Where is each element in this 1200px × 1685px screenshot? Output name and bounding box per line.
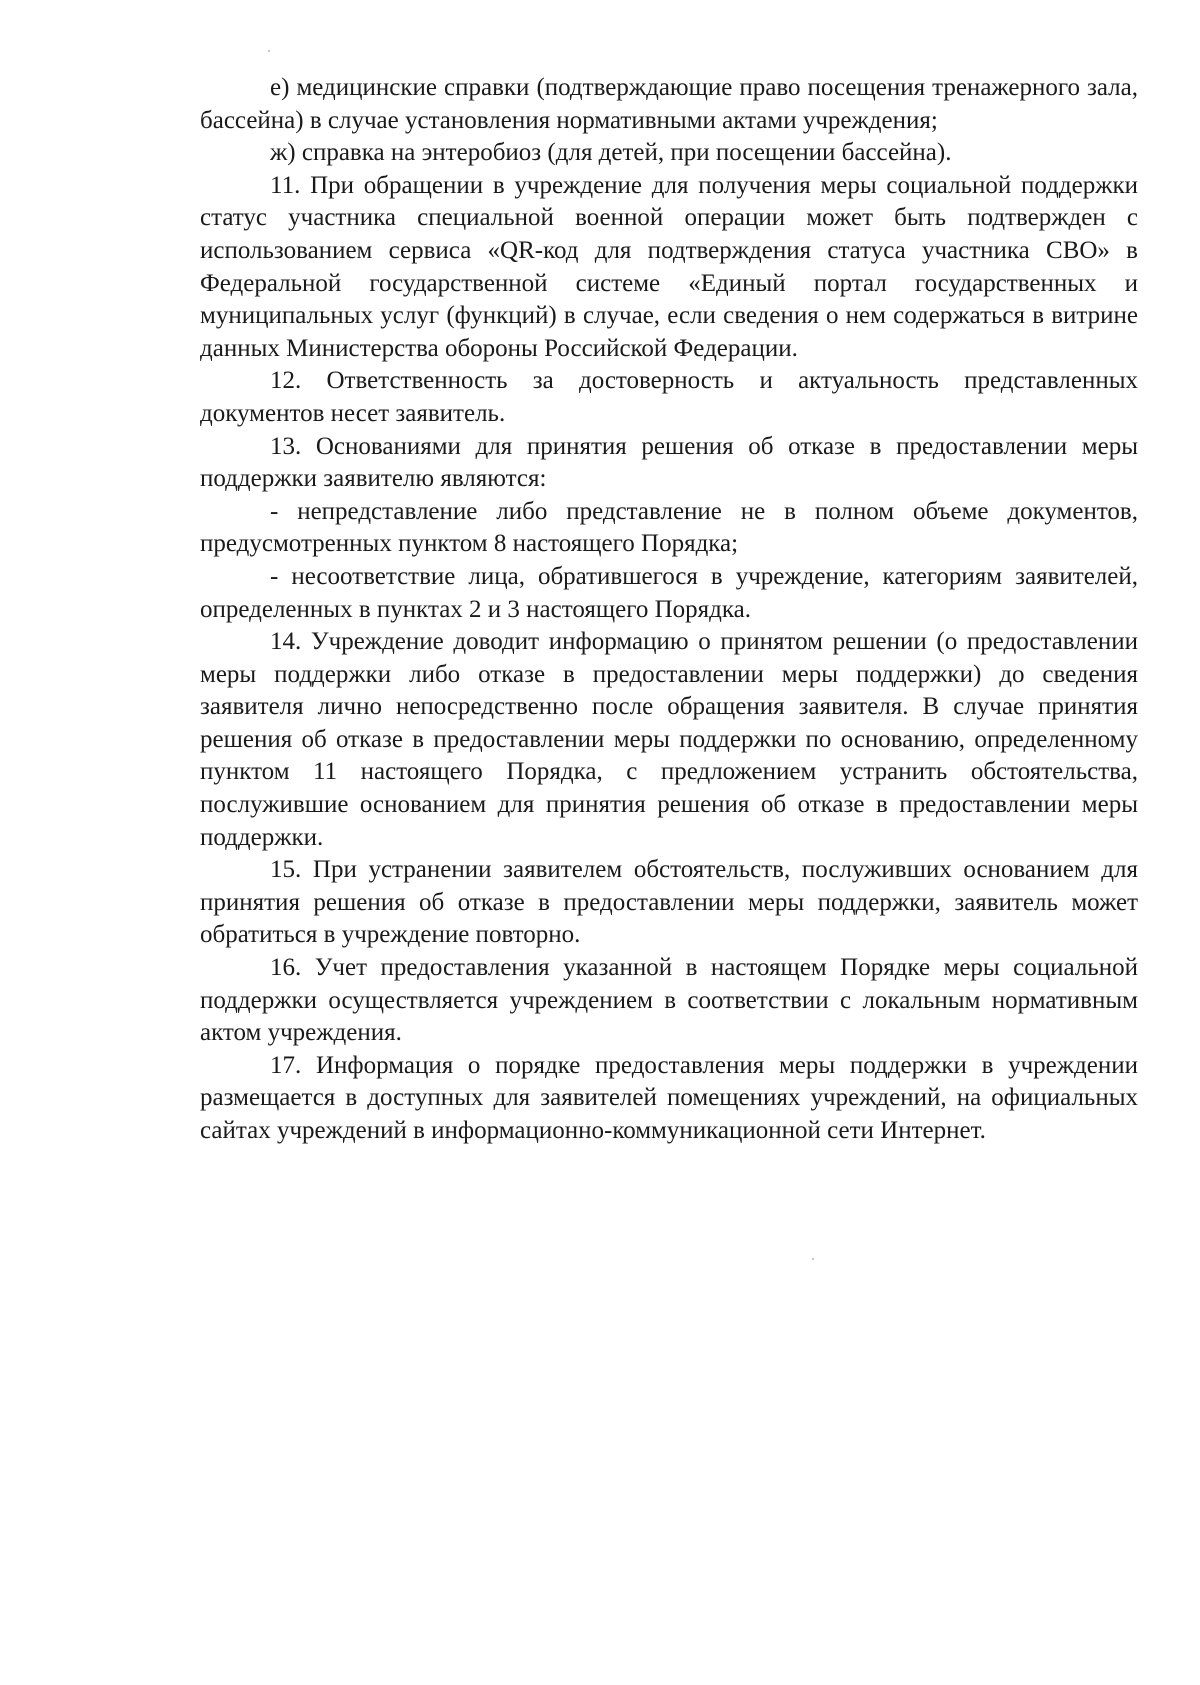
paragraph-13-bullet-2: - несоответствие лица, обратившегося в учреждение, категориям заявителей, определенных в пунктах 2 и 3 настоящего Порядка.	[200, 562, 1138, 623]
paragraph-16: 16. Учет предоставления указанной в настоящем Порядке меры социальной поддержки осуществляется учреждением в соответствии с локальным нормативным актом учреждения.	[200, 954, 1138, 1047]
paragraph-13: 13. Основаниями для принятия решения об отказе в предоставлении меры поддержки заявителю являются:	[200, 432, 1138, 493]
paragraph-item-zh: ж) справка на энтеробиоз (для детей, при посещении бассейна).	[270, 139, 952, 167]
paragraph-15: 15. При устранении заявителем обстоятельств, послуживших основанием для принятия решения об отказе в предоставлении меры поддержки, заявитель может обратиться в учреждение повторно.	[200, 856, 1138, 949]
paragraph-13-bullet-1: - непредставление либо представление не в полном объеме документов, предусмотренных пунктом 8 настоящего Порядка;	[200, 497, 1138, 558]
paragraph-14: 14. Учреждение доводит информацию о принятом решении (о предоставлении меры поддержки либо отказе в предоставлении меры поддержки) до сведения заявителя лично непосредственно после обращения заявителя. В случае принятия решения об отказе в предоставлении меры поддержки по основанию, определенному пунктом 11 настоящего Порядка, с предложением устранить обстоятельства, послужившие основанием для принятия решения об отказе в предоставлении меры поддержки.	[200, 628, 1138, 851]
paragraph-12: 12. Ответственность за достоверность и актуальность представленных документов несет заявитель.	[200, 367, 1138, 427]
scan-speck	[812, 1258, 814, 1260]
document-text	[200, 72, 1138, 1148]
paragraph-11: 11. При обращении в учреждение для получения меры социальной поддержки статус участника специальной военной операции может быть подтвержден с использованием сервиса «QR-код для подтверждения статуса участника СВО» в Федеральной государственной системе «Единый портал государственных и муниципальных услуг (функций) в случае, если сведения о нем содержаться в витрине данных Министерства обороны Российской Федерации.	[200, 171, 1138, 362]
scan-speck	[268, 50, 270, 52]
paragraph-17: 17. Информация о порядке предоставления меры поддержки в учреждении размещается в доступных для заявителей помещениях учреждений, на официальных сайтах учреждений в информационно-коммуникационной сети Интернет.	[200, 1051, 1138, 1144]
paragraph-item-e: е) медицинские справки (подтверждающие право посещения тренажерного зала, бассейна) в случае установления нормативными актами учреждения;	[200, 74, 1138, 134]
